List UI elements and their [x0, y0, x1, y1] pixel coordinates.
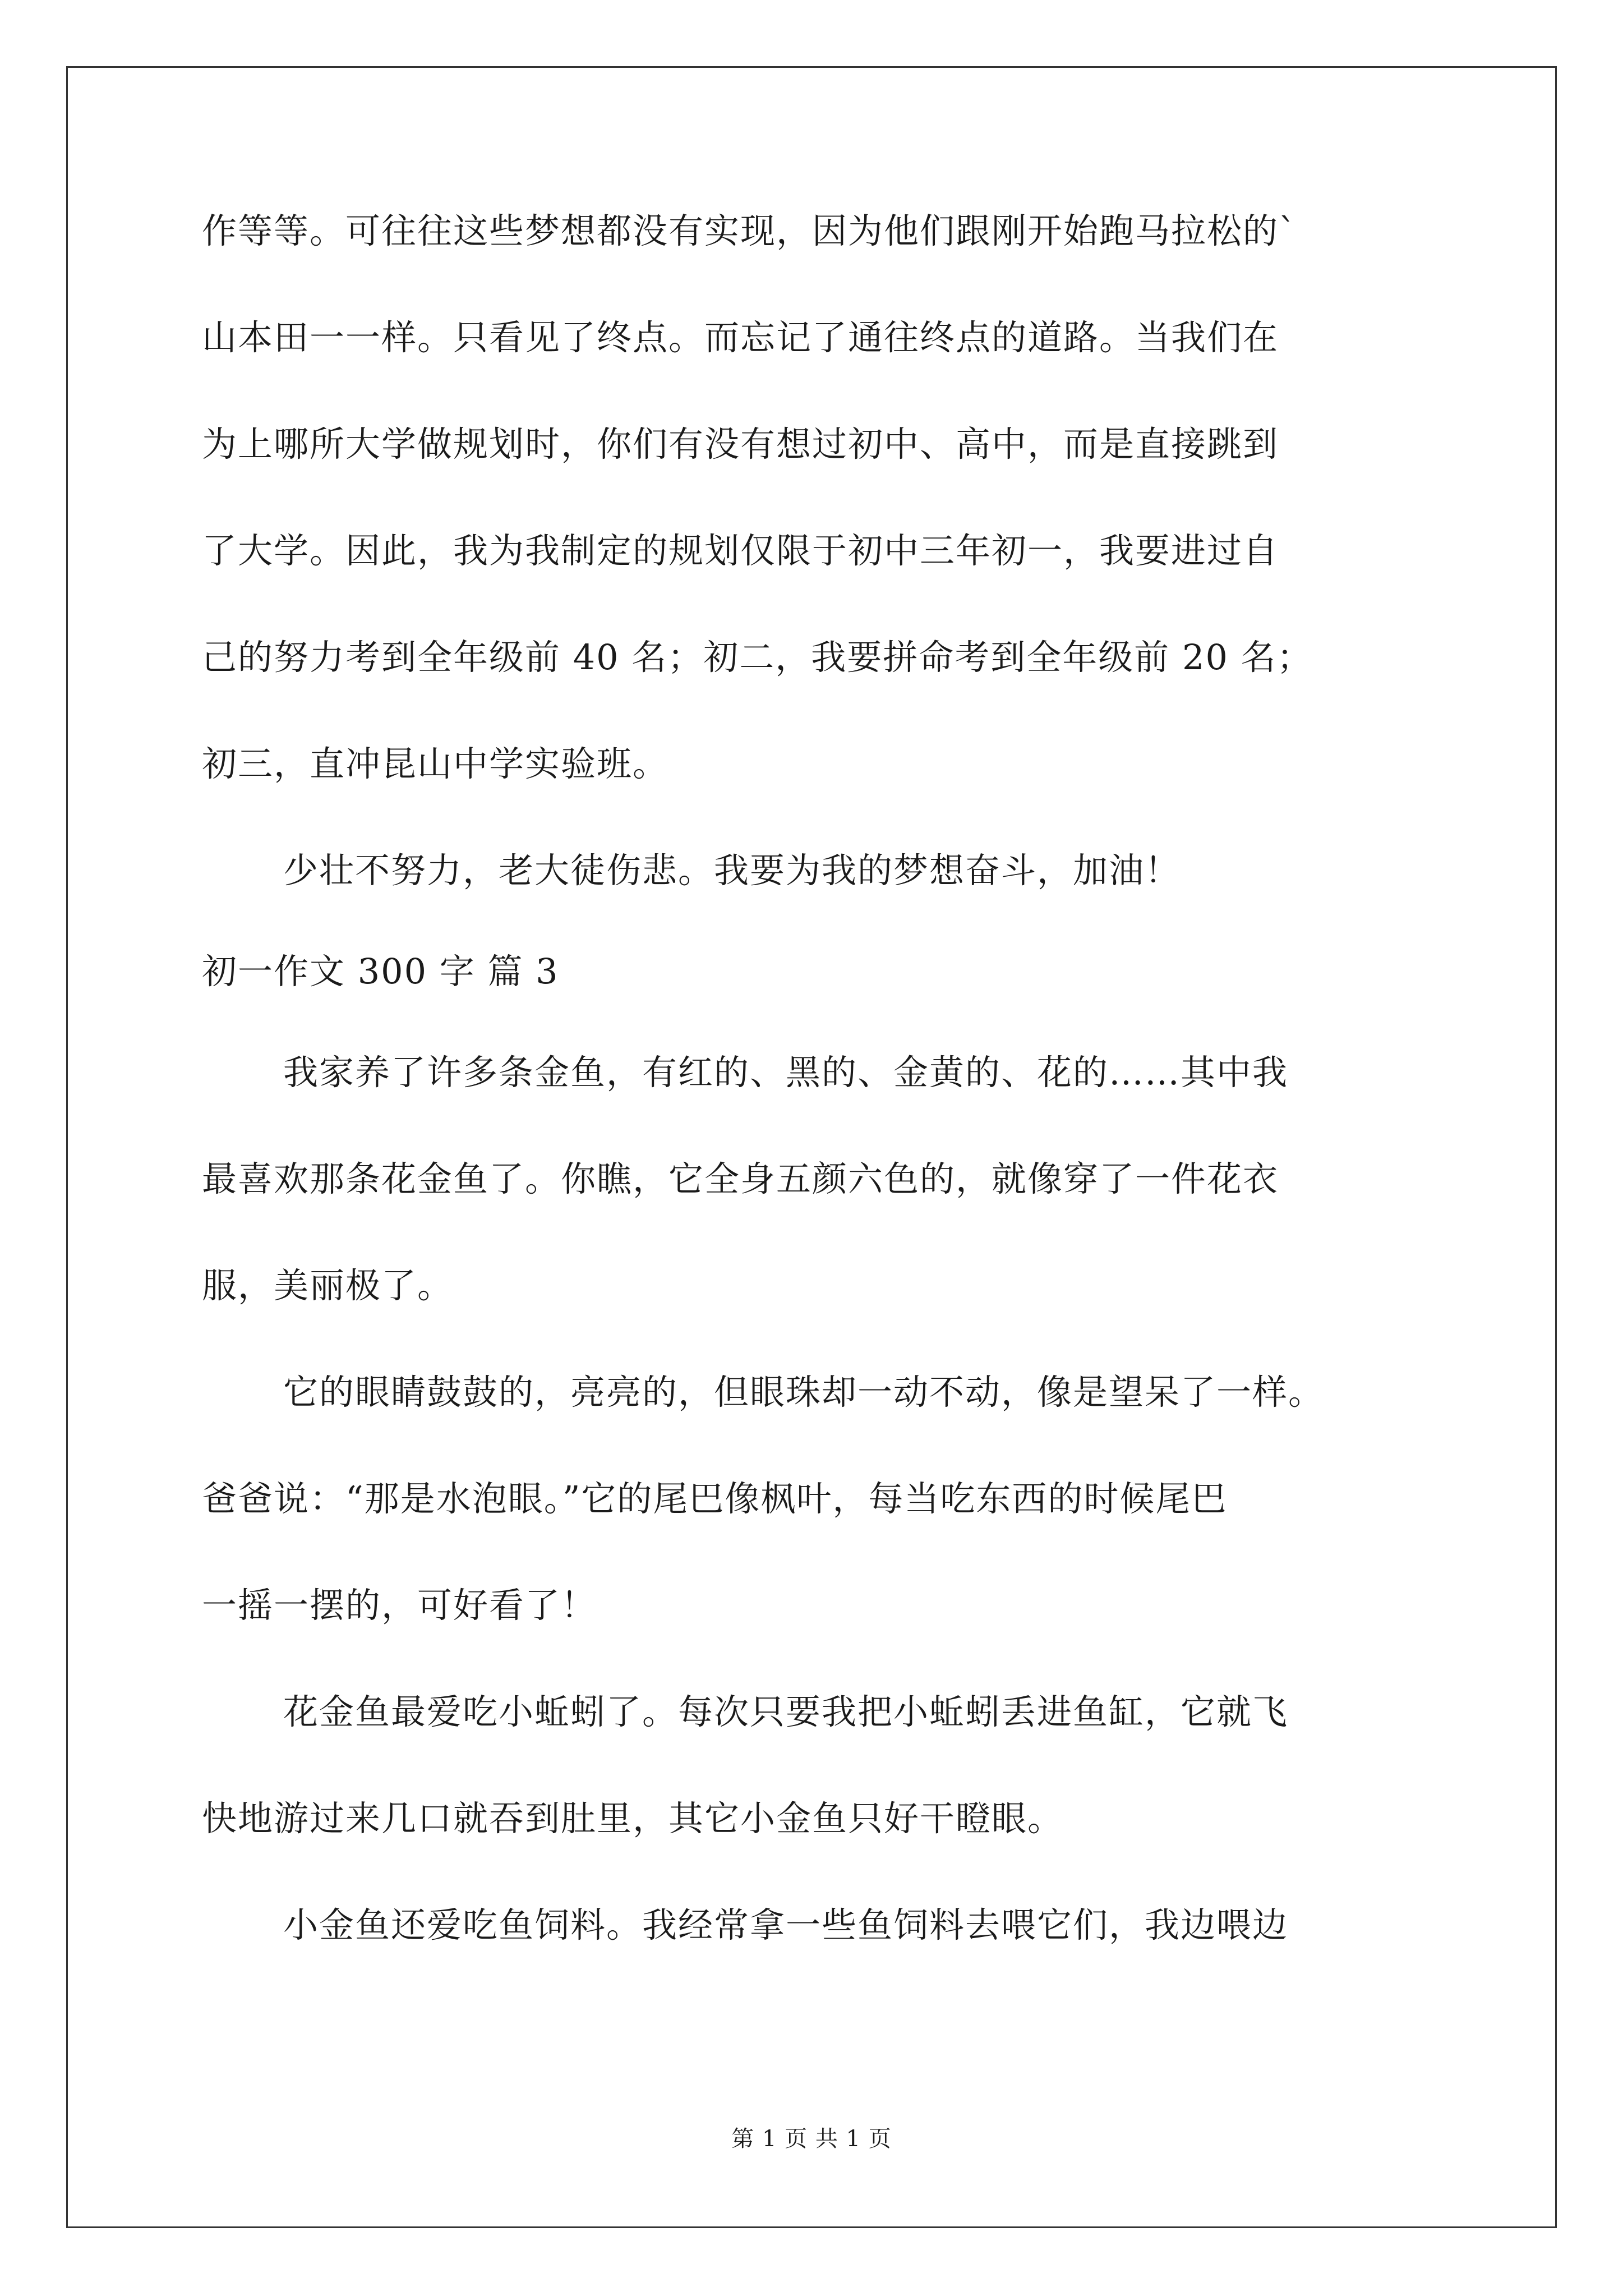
- text-line: 服，美丽极了。: [202, 1265, 454, 1306]
- text-line: 最喜欢那条花金鱼了。你瞧，它全身五颜六色的，就像穿了一件花衣: [202, 1158, 1279, 1199]
- section-heading: 初一作文 300 字 篇 3: [202, 951, 559, 992]
- text-line: 爸爸说：“那是水泡眼。”它的尾巴像枫叶，每当吃东西的时候尾巴: [202, 1478, 1228, 1519]
- paragraph-line: 小金鱼还爱吃鱼饲料。我经常拿一些鱼饲料去喂它们，我边喂边: [283, 1904, 1289, 1945]
- text-line: 初三，直冲昆山中学实验班。: [202, 743, 669, 784]
- page-footer: 第 1 页 共 1 页: [731, 2126, 892, 2152]
- text-line: 快地游过来几口就吞到肚里，其它小金鱼只好干瞪眼。: [202, 1798, 1064, 1839]
- paragraph-line: 我家养了许多条金鱼，有红的、黑的、金黄的、花的……其中我: [283, 1052, 1289, 1093]
- text-line: 己的努力考到全年级前 40 名；初二，我要拼命考到全年级前 20 名；: [202, 637, 1313, 678]
- paragraph-line: 少壮不努力，老大徒伤悲。我要为我的梦想奋斗，加油！: [283, 850, 1181, 891]
- text-line: 了大学。因此，我为我制定的规划仅限于初中三年初一，我要进过自: [202, 530, 1279, 571]
- paragraph-line: 花金鱼最爱吃小蚯蚓了。每次只要我把小蚯蚓丢进鱼缸，它就飞: [283, 1691, 1289, 1732]
- paragraph-line: 它的眼睛鼓鼓的，亮亮的，但眼珠却一动不动，像是望呆了一样。: [283, 1372, 1325, 1412]
- text-line: 一摇一摆的，可好看了！: [202, 1585, 597, 1626]
- text-line: 作等等。可往往这些梦想都没有实现，因为他们跟刚开始跑马拉松的`: [202, 210, 1298, 251]
- text-line: 为上哪所大学做规划时，你们有没有想过初中、高中，而是直接跳到: [202, 424, 1279, 464]
- text-line: 山本田一一样。只看见了终点。而忘记了通往终点的道路。当我们在: [202, 317, 1279, 358]
